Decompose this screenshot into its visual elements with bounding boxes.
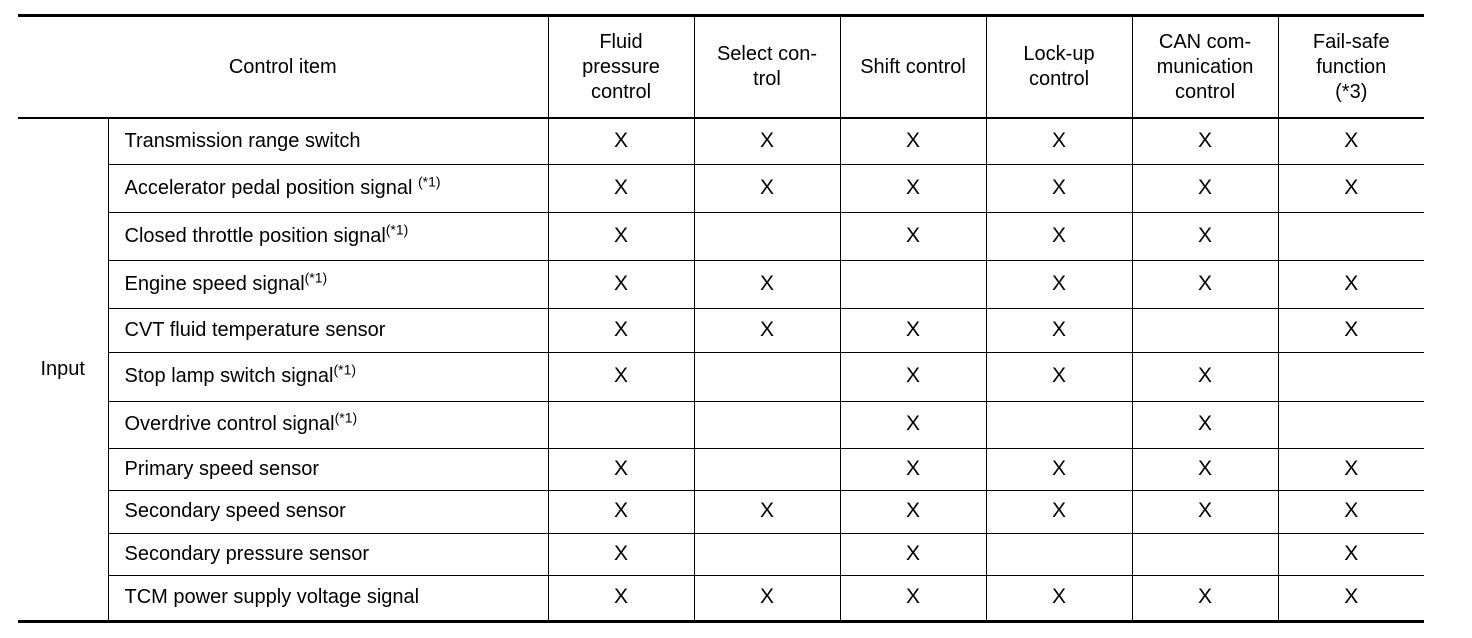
mark-cell: X: [1278, 164, 1424, 212]
mark-cell: X: [1278, 308, 1424, 352]
header-row: [18, 16, 1424, 119]
mark-cell: X: [986, 260, 1132, 308]
control-item-cell: [108, 260, 548, 308]
mark-cell: X: [1132, 575, 1278, 621]
header-line: CAN com-: [1158, 30, 1252, 53]
mark-cell: X: [548, 448, 694, 490]
header-line: control: [1028, 68, 1090, 90]
control-item-cell: [108, 533, 548, 575]
mark-cell: X: [1132, 212, 1278, 260]
header-line: control: [590, 80, 652, 103]
mark-cell: X: [1278, 118, 1424, 164]
footnote-marker: (*1): [385, 220, 409, 237]
mark-cell: X: [840, 164, 986, 212]
control-item-label: CVT fluid temperature sensor: [124, 318, 386, 341]
control-item-label: Secondary speed sensor: [124, 500, 346, 522]
mark-cell: X: [548, 118, 694, 164]
footnote-marker: (*1): [418, 172, 441, 189]
mark-cell: X: [986, 308, 1132, 352]
control-item-label: Primary speed sensor: [124, 457, 320, 480]
mark-cell: X: [1132, 118, 1278, 164]
mark-cell: [548, 401, 694, 448]
mark-cell: [1278, 352, 1424, 401]
control-table: [18, 14, 1424, 623]
control-item-cell: [108, 308, 548, 352]
header-line: Lock-up: [1023, 43, 1095, 65]
header-fluid-pressure-control: [548, 16, 694, 119]
mark-cell: X: [1132, 448, 1278, 490]
mark-cell: X: [840, 490, 986, 533]
control-item-cell: [108, 401, 548, 448]
mark-cell: [1278, 212, 1424, 260]
table-row: [18, 490, 1424, 533]
table-row: [18, 308, 1424, 352]
mark-cell: X: [694, 164, 840, 212]
table-body: [18, 118, 1424, 621]
mark-cell: X: [986, 212, 1132, 260]
control-item-cell: [108, 164, 548, 212]
mark-cell: X: [1278, 490, 1424, 533]
control-item-label: Closed throttle position signal: [124, 224, 386, 247]
table-row: [18, 448, 1424, 490]
mark-cell: X: [840, 575, 986, 621]
footnote-marker: (*1): [304, 268, 328, 285]
header-line: trol: [753, 68, 781, 90]
header-line: function: [1316, 55, 1387, 78]
table-row: [18, 260, 1424, 308]
control-item-cell: [108, 352, 548, 401]
mark-cell: X: [1278, 448, 1424, 490]
header-lock-up-control: [986, 16, 1132, 119]
mark-cell: X: [840, 308, 986, 352]
control-item-label: Stop lamp switch signal: [124, 365, 334, 387]
mark-cell: X: [986, 448, 1132, 490]
header-line: pressure: [582, 55, 660, 78]
mark-cell: X: [840, 118, 986, 164]
control-item-label: Accelerator pedal position signal: [124, 176, 419, 199]
mark-cell: X: [1132, 352, 1278, 401]
control-item-cell: [108, 448, 548, 490]
mark-cell: X: [986, 490, 1132, 533]
mark-cell: [1278, 401, 1424, 448]
mark-cell: X: [840, 533, 986, 575]
mark-cell: [694, 533, 840, 575]
mark-cell: [694, 448, 840, 490]
mark-cell: X: [548, 575, 694, 621]
mark-cell: X: [986, 164, 1132, 212]
control-item-label: Transmission range switch: [124, 129, 361, 152]
mark-cell: X: [840, 448, 986, 490]
mark-cell: X: [986, 118, 1132, 164]
table-row: [18, 118, 1424, 164]
mark-cell: X: [694, 260, 840, 308]
control-item-cell: [108, 490, 548, 533]
mark-cell: [694, 401, 840, 448]
mark-cell: X: [548, 308, 694, 352]
header-line: munication: [1156, 55, 1254, 78]
header-line: Fail-safe: [1312, 30, 1390, 53]
header-shift-control: [840, 16, 986, 119]
footnote-marker: (*1): [334, 409, 358, 426]
mark-cell: X: [548, 352, 694, 401]
input-group-label: Input: [18, 118, 108, 621]
mark-cell: X: [1278, 533, 1424, 575]
mark-cell: X: [548, 260, 694, 308]
footnote-marker: (*1): [333, 361, 357, 378]
mark-cell: [694, 352, 840, 401]
mark-cell: [1132, 308, 1278, 352]
header-line: control: [1174, 80, 1236, 103]
control-item-cell: [108, 118, 548, 164]
control-item-cell: [108, 575, 548, 621]
header-line: (*3): [1335, 80, 1368, 103]
mark-cell: [986, 401, 1132, 448]
mark-cell: [840, 260, 986, 308]
header-line: Select con-: [716, 43, 818, 65]
table-row: [18, 352, 1424, 401]
header-fail-safe-function: [1278, 16, 1424, 119]
table-row: [18, 164, 1424, 212]
header-line: Shift control: [860, 55, 966, 78]
mark-cell: X: [986, 575, 1132, 621]
mark-cell: [694, 212, 840, 260]
mark-cell: X: [1132, 164, 1278, 212]
mark-cell: X: [548, 490, 694, 533]
mark-cell: [1132, 533, 1278, 575]
mark-cell: X: [548, 533, 694, 575]
mark-cell: X: [548, 164, 694, 212]
mark-cell: X: [1132, 260, 1278, 308]
control-item-label: Overdrive control signal: [124, 413, 335, 435]
mark-cell: X: [1132, 401, 1278, 448]
mark-cell: X: [548, 212, 694, 260]
table-header: [18, 16, 1424, 119]
mark-cell: X: [840, 212, 986, 260]
mark-cell: X: [694, 308, 840, 352]
table-row: [18, 575, 1424, 621]
control-item-cell: [108, 212, 548, 260]
mark-cell: X: [694, 490, 840, 533]
header-can-communication-control: [1132, 16, 1278, 119]
control-item-label: TCM power supply voltage signal: [124, 586, 420, 608]
table-row: [18, 212, 1424, 260]
mark-cell: X: [1278, 575, 1424, 621]
table-row: [18, 401, 1424, 448]
mark-cell: X: [1132, 490, 1278, 533]
control-item-label: Engine speed signal: [124, 272, 305, 295]
mark-cell: X: [840, 401, 986, 448]
header-select-control: [694, 16, 840, 119]
mark-cell: X: [694, 575, 840, 621]
mark-cell: [986, 533, 1132, 575]
mark-cell: X: [1278, 260, 1424, 308]
mark-cell: X: [840, 352, 986, 401]
header-control-item: Control item: [18, 16, 548, 119]
control-item-label: Secondary pressure sensor: [124, 542, 370, 565]
mark-cell: X: [986, 352, 1132, 401]
table-row: [18, 533, 1424, 575]
mark-cell: X: [694, 118, 840, 164]
header-line: Fluid: [599, 30, 643, 53]
